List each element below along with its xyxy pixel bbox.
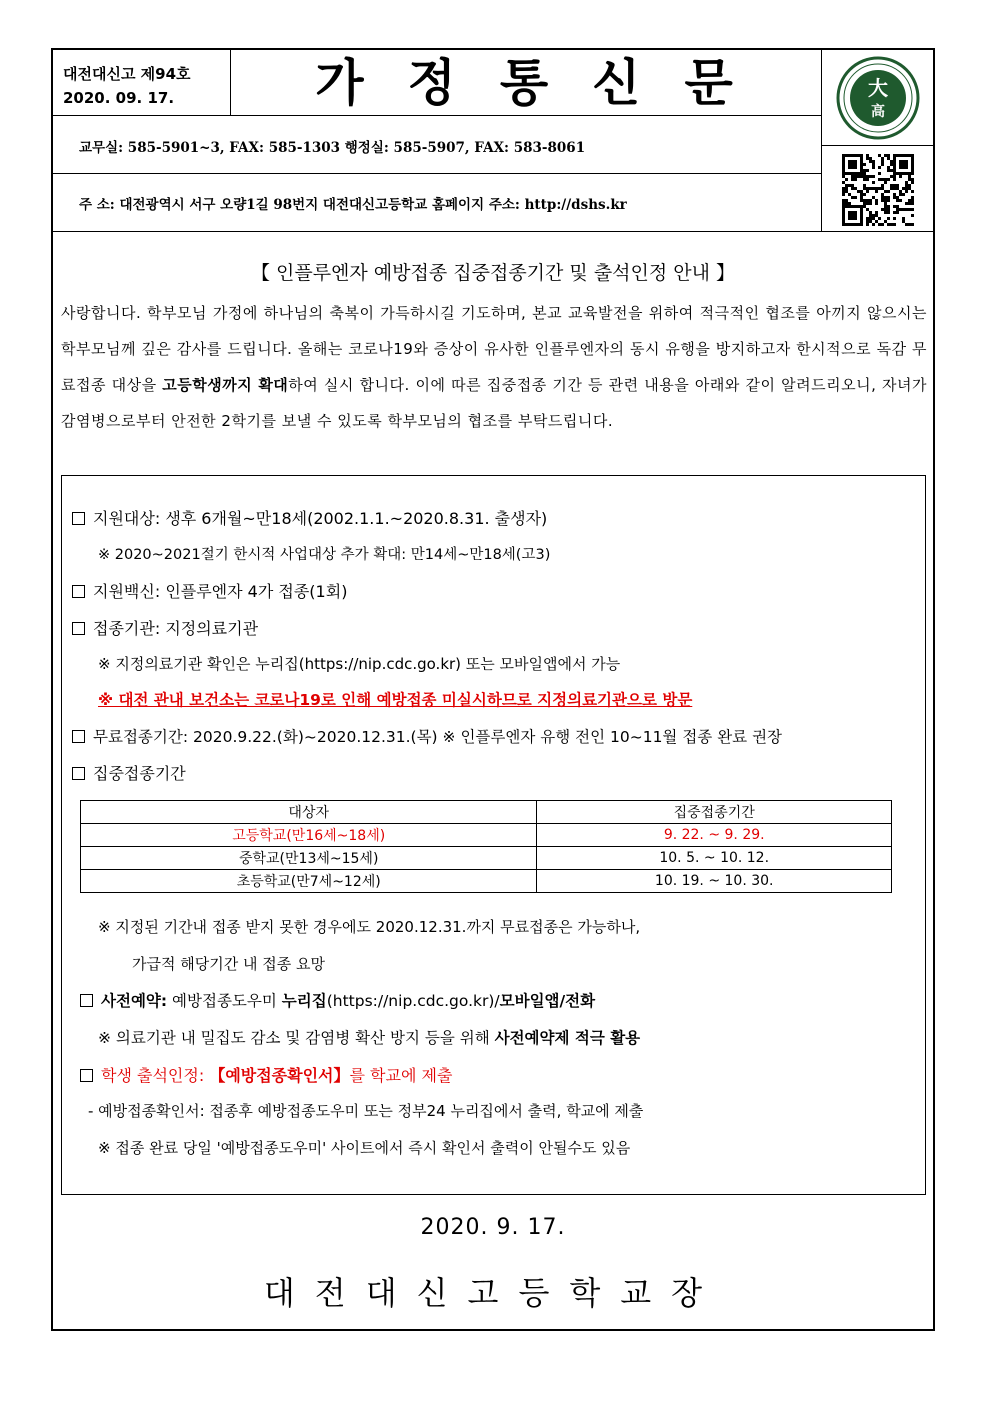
reservation-channels: 모바일앱/전화 (499, 992, 596, 1010)
checkbox-square-icon (80, 1069, 93, 1082)
target-label: 지원대상: (93, 509, 161, 528)
table-row (81, 847, 892, 870)
details-box (61, 475, 926, 1195)
intro-highlight: 고등학생까지 확대 (162, 376, 289, 394)
reservation-note (98, 1026, 640, 1048)
reservation-site: 누리집 (281, 992, 327, 1010)
row-target: 중학교(만13세~15세) (81, 847, 537, 870)
intro-text-1: 사랑합니다. 학부모님 가정에 하나님의 축복이 가득하시길 기도하며, 본교 교육발전을 위하여 적극적인 협조를 아끼지 않으시는 학부모님께 깊은 감사를 드립니다. 올해는 코로나19와 증상이 유사한 인플루엔자의 동시 유행을 방지하고자 한시적으로 독감 무료접종 대상을 (61, 304, 927, 394)
newsletter-title: 가정통신문 (231, 50, 821, 116)
row-period: 9. 22. ~ 9. 29. (537, 824, 892, 847)
intensive-label: 집중접종기간 (93, 764, 186, 783)
table-row (81, 824, 892, 847)
issue-footer-date: 2020. 9. 17. (420, 1215, 566, 1240)
qr-code[interactable] (821, 146, 933, 232)
institution-label: 접종기관: (93, 619, 161, 638)
institution-value: 지정의료기관 (165, 619, 259, 638)
row-period: 10. 5. ~ 10. 12. (537, 847, 892, 870)
issue-date: 2020. 09. 17. (63, 89, 175, 107)
reservation-note-highlight: 사전예약제 적극 활용 (494, 1029, 641, 1047)
school-emblem-icon (822, 50, 934, 146)
attendance-note-1: - 예방접종확인서: 접종후 예방접종도우미 또는 정부24 누리집에서 출력, 학교에 제출 (88, 1102, 644, 1120)
issue-number: 대전대신고 제94호 (63, 65, 191, 83)
target-note: ※ 2020~2021절기 한시적 사업대상 추가 확대: 만14세~만18세(고3) (98, 547, 551, 563)
reservation-url[interactable]: (https://nip.cdc.go.kr)/ (326, 992, 500, 1010)
row-period: 10. 19. ~ 10. 30. (537, 870, 892, 893)
free-period-value: 2020.9.22.(화)~2020.12.31.(목) (193, 728, 438, 746)
checkbox-square-icon (72, 585, 85, 598)
notice-title: 【 인플루엔자 예방접종 집중접종기간 및 출석인정 안내 】 (250, 262, 736, 284)
free-period-note: ※ 인플루엔자 유행 전인 10~11월 접종 완료 권장 (442, 728, 783, 746)
free-period-row (72, 725, 782, 747)
target-row (72, 506, 547, 529)
header-target: 대상자 (81, 801, 537, 824)
free-period-label: 무료접종기간: (93, 728, 189, 746)
vaccine-row (72, 579, 347, 602)
institution-warning: ※ 대전 관내 보건소는 코로나19로 인해 예방접종 미실시하므로 지정의료기관으로 방문 (98, 691, 693, 709)
letterhead (53, 50, 933, 232)
intro-paragraph (61, 295, 927, 439)
svg-text:高: 高 (871, 104, 885, 120)
table-note-2: 가급적 해당기간 내 접종 요망 (132, 955, 325, 973)
svg-text:大: 大 (868, 76, 888, 100)
institution-note: ※ 지정의료기관 확인은 누리집(https://nip.cdc.go.kr) 또는 모바일앱에서 가능 (98, 655, 621, 673)
target-value: 생후 6개월~만18세(2002.1.1.~2020.8.31. 출생자) (165, 509, 548, 528)
row-target: 초등학교(만7세~12세) (81, 870, 537, 893)
table-note-1: ※ 지정된 기간내 접종 받지 못한 경우에도 2020.12.31.까지 무료접종은 가능하나, (98, 918, 641, 936)
attendance-instruction: 를 학교에 제출 (349, 1066, 453, 1085)
document-frame (51, 48, 935, 1331)
issue-info (53, 50, 231, 116)
table-header-row (81, 801, 892, 824)
header-period: 집중접종기간 (537, 801, 892, 824)
schedule-table (80, 800, 892, 893)
reservation-note-text: ※ 의료기관 내 밀집도 감소 및 감염병 확산 방지 등을 위해 (98, 1029, 495, 1047)
checkbox-square-icon (72, 730, 85, 743)
school-logo (821, 50, 933, 146)
attendance-note-2: ※ 접종 완료 당일 '예방접종도우미' 사이트에서 즉시 확인서 출력이 안될수도 있음 (98, 1139, 631, 1157)
checkbox-square-icon (72, 767, 85, 780)
row-target: 고등학교(만16세~18세) (81, 824, 537, 847)
vaccine-label: 지원백신: (93, 582, 161, 601)
school-address: 주 소: 대전광역시 서구 오량1길 98번지 대전대신고등학교 홈페이지 주소: http://dshs.kr (53, 174, 821, 232)
principal-signature: 대전대신고등학교장 (263, 1274, 723, 1312)
checkbox-square-icon (80, 994, 93, 1007)
reservation-label: 사전예약: (101, 992, 168, 1010)
institution-row (72, 616, 258, 639)
vaccine-value: 인플루엔자 4가 접종(1회) (165, 582, 348, 601)
qr-code-icon (822, 146, 934, 232)
attendance-document: 【예방접종확인서】 (209, 1066, 350, 1085)
attendance-label: 학생 출석인정: (101, 1066, 205, 1085)
attendance-row (80, 1063, 452, 1086)
checkbox-square-icon (72, 512, 85, 525)
intro-text-2: 하여 실시 합니다. 이에 따른 집중접종 기간 등 관련 내용을 아래와 같이 알려드리오니, 자녀가 감염병으로부터 안전한 2학기를 보낼 수 있도록 학부모님의 협조를 부탁드립니다. (61, 376, 927, 430)
checkbox-square-icon (72, 622, 85, 635)
intensive-row (72, 761, 186, 784)
table-row (81, 870, 892, 893)
reservation-row (80, 989, 595, 1011)
reservation-helper: 예방접종도우미 (172, 992, 277, 1010)
contact-numbers: 교무실: 585-5901~3, FAX: 585-1303 행정실: 585-5907, FAX: 583-8061 (53, 116, 821, 174)
